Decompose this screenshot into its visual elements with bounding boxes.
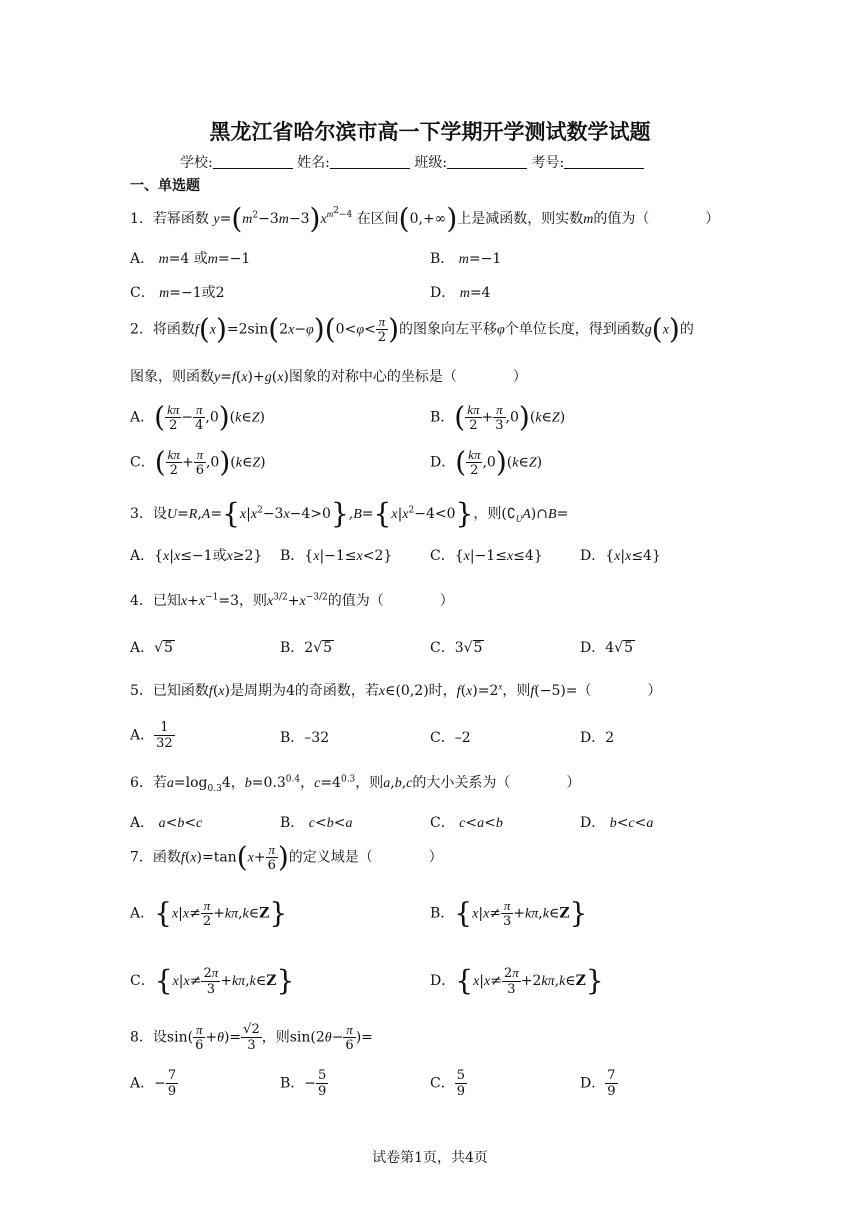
q6-option-a[interactable]: A． a<b<c	[130, 815, 203, 831]
q5-option-a[interactable]: A． $\frac{1}{32}$	[130, 720, 173, 751]
question-4-stem: 4．已知$x+x^{-1}=3$，则$x^{3/2}+x^{-3/2}$的值为（ ）	[130, 592, 454, 609]
question-6-stem: 6．若$a=\log_{0.3}4$，$b=0.3^{0.4}$，$c=4^{0.3}$，则a,b,c的大小关系为（ ）	[130, 774, 581, 794]
q8-option-a[interactable]: A．− $\frac{7}{9}$	[130, 1068, 177, 1099]
class-blank	[447, 154, 527, 169]
question-5-stem: 5．已知函数f(x)是周期为4的奇函数，若x∈(0,2)时，$f(x)=2^x$，则f(−5)=（ ）	[130, 681, 662, 699]
name-blank	[330, 154, 410, 169]
q4-option-c[interactable]: C．3√5	[430, 640, 483, 656]
page-title: 黑龙江省哈尔滨市高一下学期开学测试数学试题	[209, 120, 651, 144]
question-2-stem-cont: 图象，则函数y=f(x)+g(x)图象的对称中心的坐标是（ ）	[130, 369, 527, 385]
q7-option-b[interactable]: B．{x|x≠ $\frac{\pi}{3}$ +kπ,k∈Z}	[430, 896, 588, 930]
q8-option-c[interactable]: C． $\frac{5}{9}$	[430, 1068, 465, 1099]
q4-option-b[interactable]: B．2√5	[280, 640, 333, 656]
q2-option-a[interactable]: A．( $\frac{k\pi}{2}$ − $\frac{\pi}{4}$ ,0)(k∈Z)	[130, 400, 265, 434]
q3-option-a[interactable]: A．{x|x≤−1或x≥2}	[130, 548, 263, 564]
q2-option-d[interactable]: D．( $\frac{k\pi}{2}$ ,0)(k∈Z)	[430, 445, 543, 479]
q7-option-a[interactable]: A．{x|x≠ $\frac{\pi}{2}$ +kπ,k∈Z}	[130, 896, 288, 930]
section-title: 一、单选题	[130, 178, 200, 194]
q7-option-c[interactable]: C．{x|x≠ $\frac{2\pi}{3}$ +kπ,k∈Z}	[130, 964, 295, 997]
page-footer: 试卷第1页，共4页	[372, 1150, 488, 1166]
q5-option-c[interactable]: C．–2	[430, 730, 471, 746]
school-label: 学校:	[180, 155, 213, 171]
q6-option-d[interactable]: D． b<c<a	[580, 815, 654, 831]
q1-option-d[interactable]: D． m=4	[430, 285, 491, 301]
q1-option-c[interactable]: C． m=−1或2	[130, 285, 225, 301]
q6-option-c[interactable]: C． c<a<b	[430, 815, 503, 831]
q3-option-d[interactable]: D．{x|x≤4}	[580, 548, 661, 564]
question-7-stem: 7．函数f(x)=tan(x+ $\frac{\pi}{6}$ )的定义域是（ ）	[130, 840, 443, 874]
q4-option-d[interactable]: D．4√5	[580, 640, 633, 656]
name-label: 姓名:	[297, 155, 330, 171]
q5-option-d[interactable]: D．2	[580, 730, 615, 746]
exam-no-blank	[564, 154, 644, 169]
question-1-stem: 1．若幂函数 $y=(m^2-3m-3)x^{m^2-4}$ 在区间(0,+∞)上是减函数，则实数m的值为（ ）	[130, 202, 720, 235]
q3-option-c[interactable]: C．{x|−1≤x≤4}	[430, 548, 543, 564]
q8-option-b[interactable]: B．− $\frac{5}{9}$	[280, 1068, 327, 1099]
q5-option-b[interactable]: B．–32	[280, 730, 330, 746]
exam-no-label: 考号:	[531, 155, 565, 171]
q8-option-d[interactable]: D． $\frac{7}{9}$	[580, 1068, 616, 1099]
question-8-stem: 8．设sin( $\frac{\pi}{6}$ +θ)= $\frac{√2}{3}$ ，则sin(2θ− $\frac{\pi}{6}$ )=	[130, 1022, 373, 1053]
q2-option-c[interactable]: C．( $\frac{k\pi}{2}$ + $\frac{\pi}{6}$ ,0)(k∈Z)	[130, 445, 266, 479]
q1-option-a[interactable]: A． m=4 或m=−1	[130, 251, 251, 267]
class-label: 班级:	[414, 155, 448, 171]
q2-option-b[interactable]: B．( $\frac{k\pi}{2}$ + $\frac{\pi}{3}$ ,0)(k∈Z)	[430, 400, 566, 434]
question-2-stem: 2．将函数f(x)=2sin(2x−φ)(0<φ< $\frac{\pi}{2}$ )的图象向左平移φ个单位长度，得到函数g(x)的	[130, 312, 694, 346]
q7-option-d[interactable]: D．{x|x≠ $\frac{2\pi}{3}$ +2kπ,k∈Z}	[430, 964, 604, 997]
question-3-stem: 3．设$U=R,A=\{x|x^2-3x-4>0\},B=\{x|x^2-4<0\}$，则$(∁_UA)\cap B=$	[130, 497, 569, 530]
q3-option-b[interactable]: B．{x|−1≤x<2}	[280, 548, 393, 564]
q6-option-b[interactable]: B． c<b<a	[280, 815, 353, 831]
school-blank	[213, 154, 293, 169]
student-info-line	[180, 152, 644, 172]
q1-option-b[interactable]: B． m=−1	[430, 251, 502, 267]
q4-option-a[interactable]: A．√5	[130, 640, 173, 656]
